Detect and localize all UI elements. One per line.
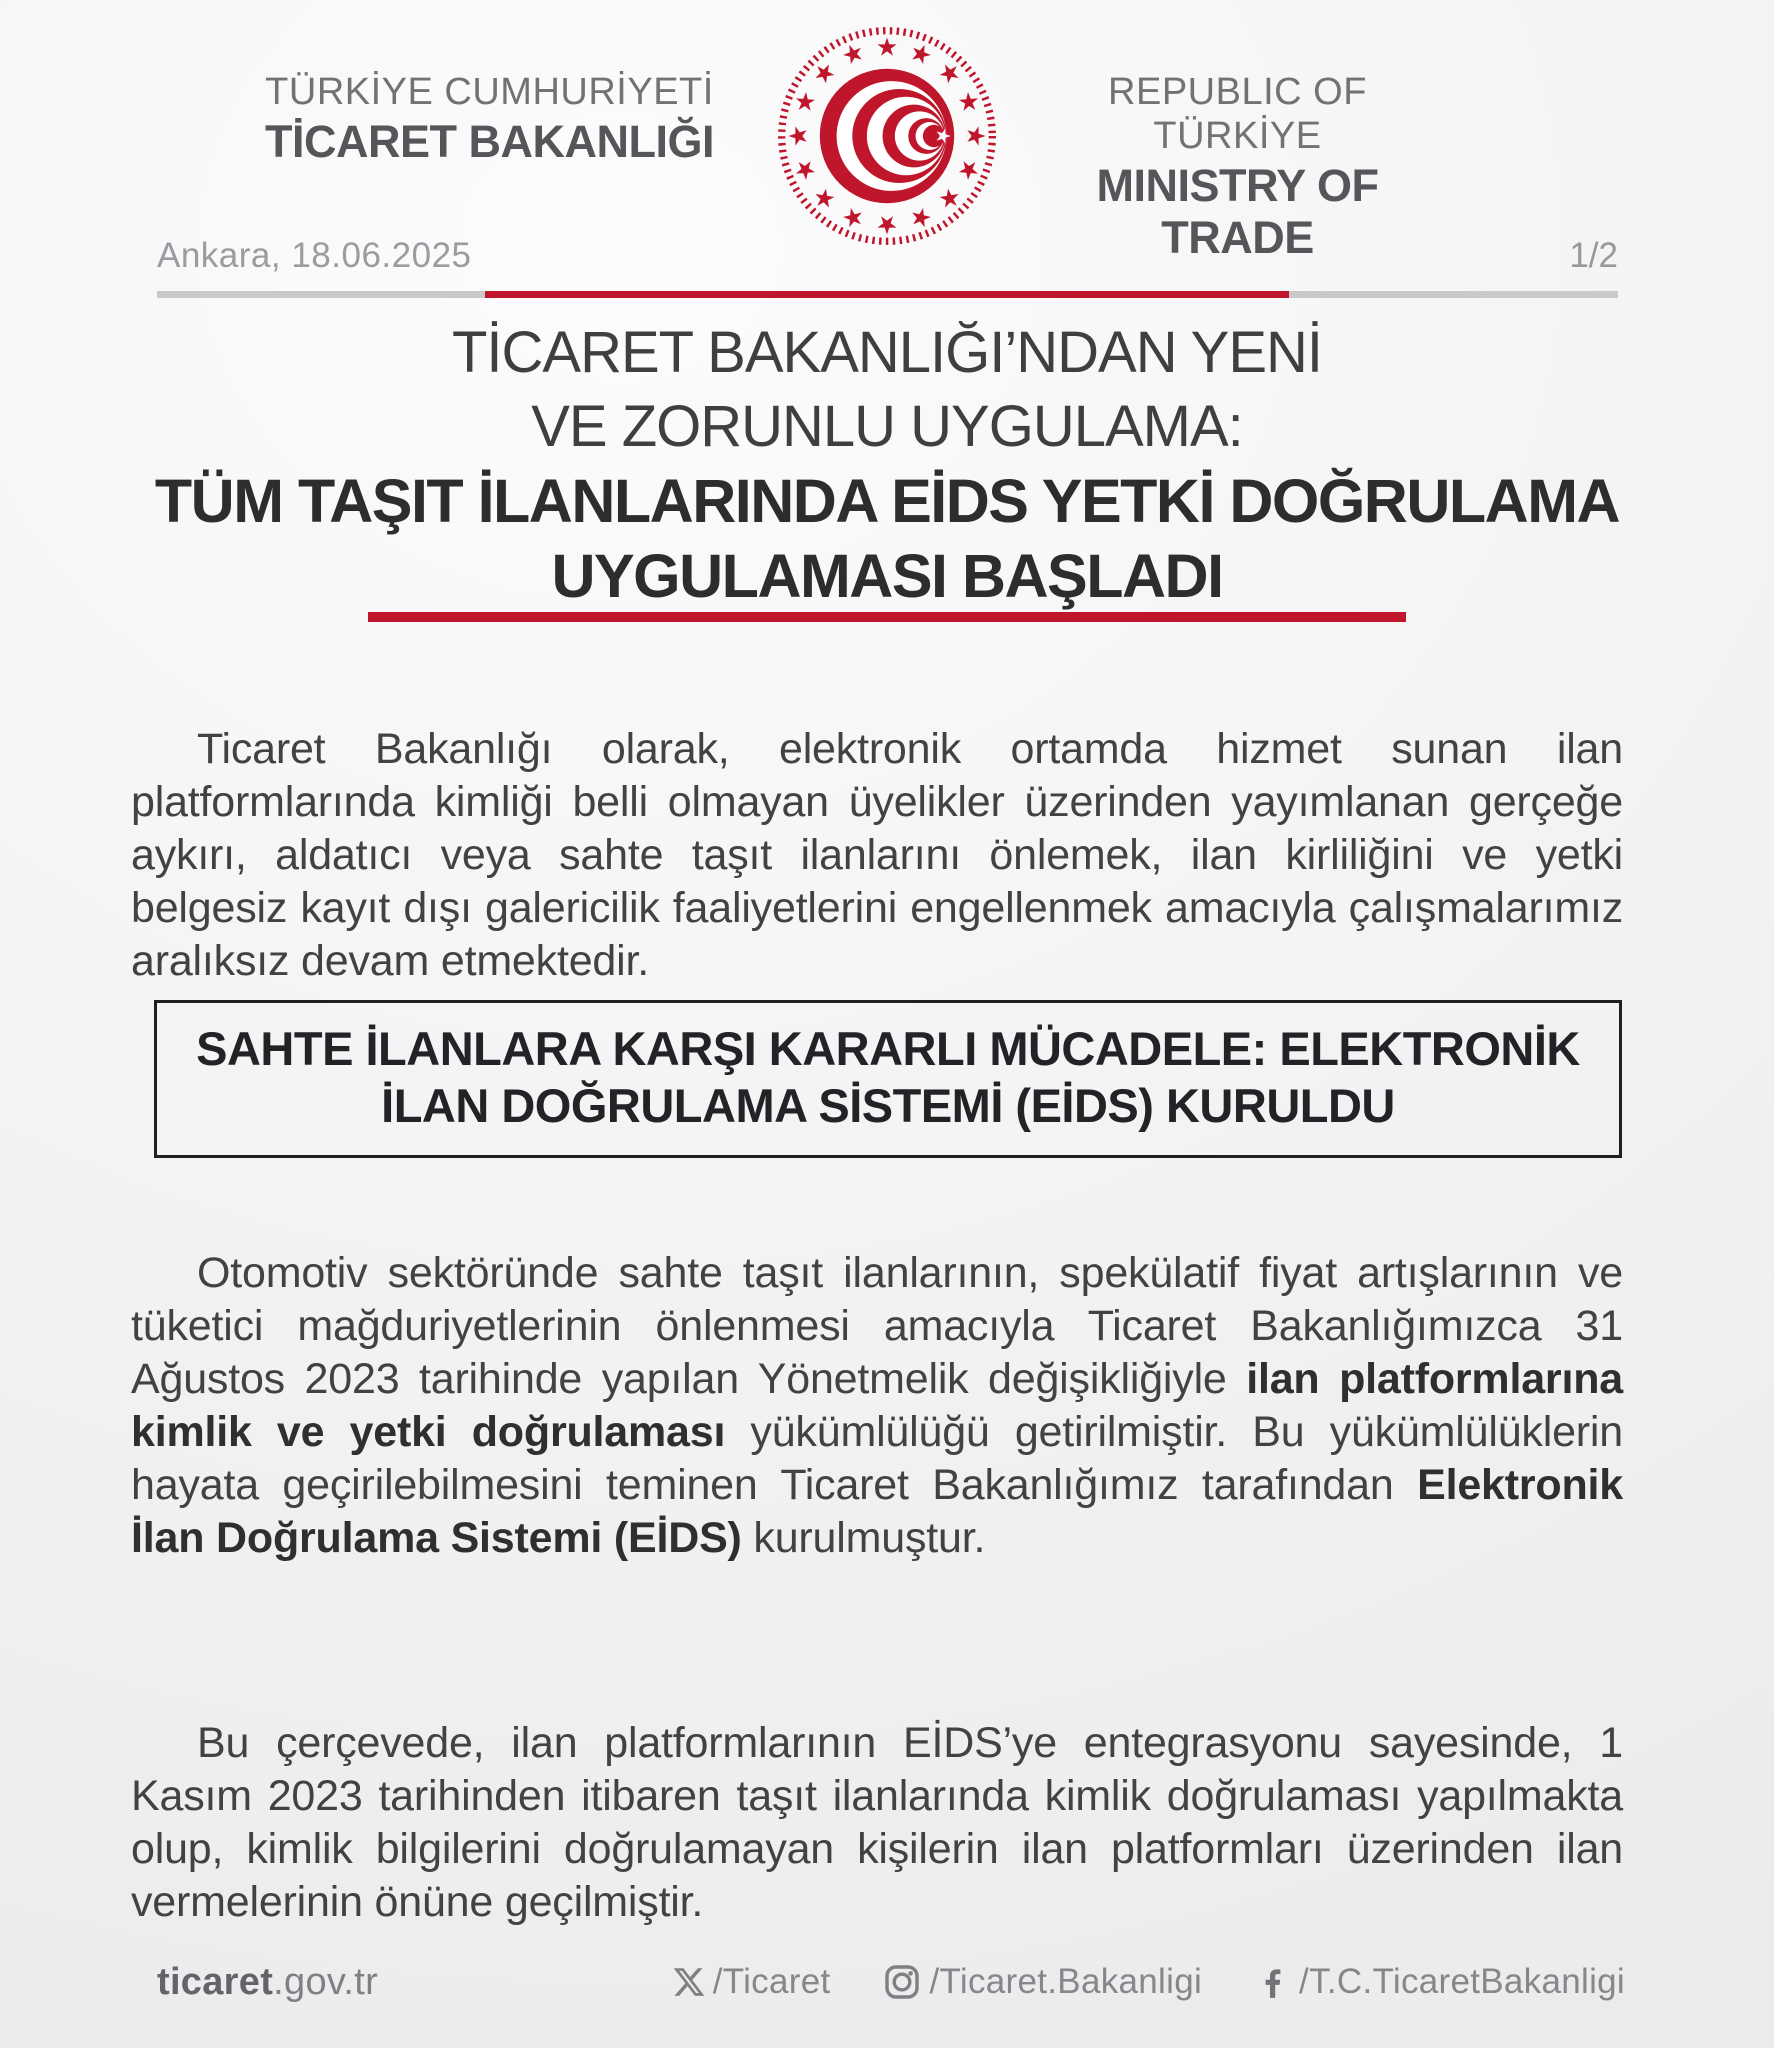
facebook-social-link[interactable] — [1254, 1962, 1625, 2002]
header-right-wordmark — [1040, 70, 1435, 264]
instagram-social-link[interactable] — [882, 1962, 1202, 2002]
page-indicator: 1/2 — [1569, 236, 1618, 275]
facebook-icon — [1254, 1963, 1292, 2001]
title-line4: UYGULAMASI BAŞLADI — [551, 542, 1223, 610]
dateline-row — [157, 236, 1618, 276]
section-heading-line2: İLAN DOĞRULAMA SİSTEMİ (EİDS) KURULDU — [381, 1079, 1395, 1132]
header-left-wordmark — [262, 70, 717, 168]
website-rest-part: .gov.tr — [273, 1960, 379, 2003]
header-right-line2: MINISTRY OF TRADE — [1096, 160, 1379, 263]
title-line3: TÜM TAŞIT İLANLARINDA EİDS YETKİ DOĞRULAMA — [154, 467, 1620, 535]
instagram-icon — [882, 1962, 922, 2002]
ministry-emblem-icon — [775, 24, 999, 248]
section-heading-box — [154, 1000, 1622, 1158]
header-divider-bar — [157, 291, 1618, 298]
social-links — [672, 1962, 1625, 2002]
paragraph-1: Ticaret Bakanlığı olarak, elektronik ortamda hizmet sunan ilan platformlarında kimliği belli olmayan üyelikler üzerinden yayımlanan gerçeğe aykırı, aldatıcı veya sahte taşıt ilanlarını önlemek, ilan kirliliğini ve yetki belgesiz kayıt dışı galericilik faaliyetlerini engellenmek amacıyla çalışmalarımız aralıksız devam etmektedir. — [131, 725, 1623, 985]
header-right-line1: REPUBLIC OF TÜRKİYE — [1108, 71, 1367, 157]
x-logo-icon — [672, 1965, 706, 1999]
paragraph-2-part1: Otomotiv sektöründe sahte taşıt ilanlarının, spekülatif fiyat artışlarının ve tüketici mağduriyetlerinin önlenmesi amacıyla Ticaret Bakanlığımızca 31 Ağustos 2023 tarihinde yapılan Yönetmelik değişikliğiyle — [131, 1249, 1623, 1403]
paragraph-2 — [131, 1247, 1623, 1565]
title-underline — [368, 612, 1406, 622]
paragraph-2-part3: kurulmuştur. — [741, 1514, 986, 1562]
header-left-line1: TÜRKİYE CUMHURİYETİ — [265, 71, 714, 113]
crescent-core — [820, 69, 954, 203]
dateline: Ankara, 18.06.2025 — [157, 236, 472, 275]
instagram-handle: /Ticaret.Bakanligi — [929, 1962, 1203, 2001]
x-social-link[interactable] — [672, 1962, 831, 2002]
website-bold-part: ticaret — [157, 1960, 274, 2003]
paragraph-2-part2: yükümlülüğü getirilmiştir. Bu yükümlülüklerin hayata geçirilebilmesini teminen Ticaret Bakanlığımız tarafından — [131, 1408, 1623, 1509]
header-divider-red-segment — [485, 291, 1289, 298]
website-link[interactable] — [157, 1961, 378, 2004]
paragraph-3: Bu çerçevede, ilan platformlarının EİDS’ye entegrasyonu sayesinde, 1 Kasım 2023 tarihinden itibaren taşıt ilanlarında kimlik doğrulaması yapılmakta olup, kimlik bilgilerini doğrulamayan kişilerin ilan platformları üzerinden ilan vermelerinin önüne geçilmiştir. — [131, 1719, 1623, 1926]
press-release-title — [0, 316, 1774, 614]
title-line1: TİCARET BAKANLIĞI’NDAN YENİ — [451, 320, 1323, 385]
footer — [157, 1950, 1625, 2014]
header-left-line2: TİCARET BAKANLIĞI — [265, 116, 714, 167]
paragraph-2-bold2: Elektronik İlan Doğrulama Sistemi (EİDS) — [131, 1461, 1623, 1562]
title-line2: VE ZORUNLU UYGULAMA: — [531, 394, 1243, 459]
paragraph-2-bold1: ilan platformlarına kimlik ve yetki doğrulaması — [131, 1355, 1623, 1456]
ministry-of-trade-logo — [775, 24, 999, 248]
facebook-handle: /T.C.TicaretBakanligi — [1299, 1962, 1625, 2001]
section-heading-line1: SAHTE İLANLARA KARŞI KARARLI MÜCADELE: ELEKTRONİK — [196, 1022, 1580, 1075]
x-handle: /Ticaret — [712, 1962, 831, 2001]
